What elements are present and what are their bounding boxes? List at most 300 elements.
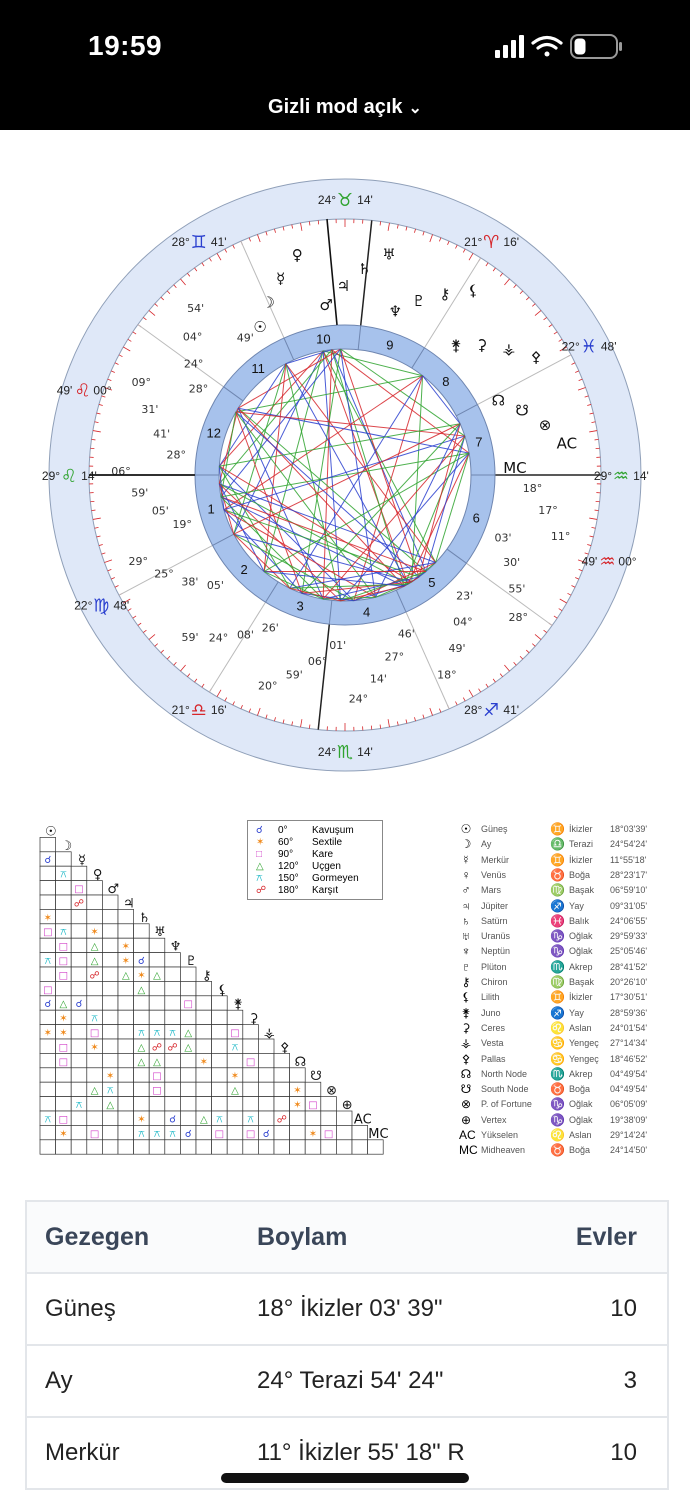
grid-cell xyxy=(243,1068,259,1082)
grid-cell xyxy=(102,1140,118,1154)
sign-glyph: ♊ xyxy=(190,231,207,253)
aspect-mark: △ xyxy=(59,999,68,1011)
planet-table xyxy=(25,1200,669,1490)
sign-glyph: ♐ xyxy=(550,1005,565,1020)
grid-cell xyxy=(56,852,72,866)
planet-label: ♇ xyxy=(412,292,426,311)
planet-label: 31' xyxy=(141,402,159,416)
grid-cell xyxy=(196,981,212,995)
grid-cell xyxy=(40,837,56,851)
sign-glyph: ♍ xyxy=(550,883,565,898)
aspect-mark: ⚻ xyxy=(169,1128,176,1140)
planet-label: 18° xyxy=(522,481,543,495)
grid-cell xyxy=(212,1039,228,1053)
legend-item xyxy=(256,849,333,861)
sign-minute: 14' xyxy=(81,469,97,483)
grid-cell xyxy=(165,981,181,995)
grid-axis-glyph: ♅ xyxy=(154,925,166,941)
sign-glyph: ♋ xyxy=(550,1036,565,1051)
header-longitude[interactable]: Boylam xyxy=(257,1223,348,1251)
sign-degree: 24° xyxy=(317,193,337,207)
grid-cell xyxy=(274,1140,290,1154)
aspect-mark: ☍ xyxy=(73,898,85,910)
planet-glyph: ⊗ xyxy=(460,1097,472,1112)
degree-tick xyxy=(380,725,381,729)
grid-cell xyxy=(118,1039,134,1053)
grid-cell xyxy=(290,1068,306,1082)
grid-cell xyxy=(274,1053,290,1067)
planet-label: ♄ xyxy=(357,259,372,278)
aspect-mark: ✶ xyxy=(43,912,52,924)
grid-cell xyxy=(134,1097,150,1111)
legend-name: Kare xyxy=(312,849,334,860)
planet-glyph: ⚷ xyxy=(461,975,471,989)
planet-label: 17° xyxy=(538,504,558,518)
grid-cell xyxy=(56,909,72,923)
private-mode-toggle[interactable] xyxy=(0,96,690,119)
house-number: 3 xyxy=(296,598,304,614)
grid-cell xyxy=(40,1140,56,1154)
grid-cell xyxy=(290,1140,306,1154)
sign-glyph: ♊ xyxy=(550,990,565,1005)
grid-cell xyxy=(118,996,134,1010)
grid-cell xyxy=(134,1140,150,1154)
sign-minute: 00° xyxy=(93,383,112,398)
planet-label: 01' xyxy=(329,638,347,652)
planet-name: Güneş xyxy=(481,824,508,834)
degree-tick xyxy=(309,221,310,225)
planet-label: 29° xyxy=(128,555,148,569)
grid-cell xyxy=(243,1039,259,1053)
planet-name: Vertex xyxy=(481,1114,507,1125)
grid-cell xyxy=(274,1125,290,1139)
aspect-mark: ✶ xyxy=(59,1128,68,1140)
grid-cell xyxy=(227,1097,243,1111)
sign-glyph: ♑ xyxy=(550,929,565,944)
sign-glyph: ♌ xyxy=(550,1020,565,1035)
sign-name: Oğlak xyxy=(569,1099,593,1110)
sign-degree: 21° xyxy=(171,703,190,718)
planet-label: 28° xyxy=(508,611,528,625)
planet-label: ☋ xyxy=(515,401,529,420)
table-row[interactable] xyxy=(27,1346,667,1418)
grid-axis-glyph: ⚷ xyxy=(202,968,212,984)
sign-name: Başak xyxy=(569,885,595,896)
planet-name: Plüton xyxy=(481,961,507,972)
grid-cell xyxy=(40,967,56,981)
sign-degree: 18°03'39' xyxy=(610,824,648,834)
grid-cell xyxy=(71,981,87,995)
planet-label: ♅ xyxy=(382,245,396,264)
legend-degree: 120° xyxy=(278,861,299,872)
header-planet[interactable]: Gezegen xyxy=(45,1223,150,1251)
planet-label: 04° xyxy=(453,615,473,629)
grid-cell xyxy=(102,967,118,981)
grid-cell xyxy=(243,1082,259,1096)
planet-label: ☉ xyxy=(253,317,267,336)
grid-cell xyxy=(227,1010,243,1024)
sign-degree: 09°31'05' xyxy=(610,900,648,911)
grid-cell xyxy=(71,924,87,938)
aspect-mark: ✶ xyxy=(293,1100,302,1111)
grid-cell xyxy=(336,1111,352,1125)
grid-cell xyxy=(71,1025,87,1039)
sign-degree: 28° xyxy=(171,234,190,249)
aspect-grid xyxy=(38,818,450,1160)
sign-glyph: ♍ xyxy=(93,595,110,617)
aspect-mark: ✶ xyxy=(90,927,99,939)
legend-name: Uçgen xyxy=(312,861,341,872)
planet-glyph: ☊ xyxy=(460,1066,472,1081)
grid-cell xyxy=(134,1010,150,1024)
grid-cell xyxy=(258,1039,274,1053)
aspect-mark: ✶ xyxy=(59,1013,68,1025)
sign-minute: 41' xyxy=(210,234,227,249)
planet-label: 27° xyxy=(384,650,405,664)
aspect-legend xyxy=(247,820,383,900)
aspect-mark: △ xyxy=(90,956,99,967)
legend-glyph: ☌ xyxy=(256,825,263,836)
sign-degree: 24° xyxy=(317,745,337,759)
planet-label: ☿ xyxy=(276,269,286,288)
grid-cell xyxy=(212,996,228,1010)
grid-axis-glyph: ☉ xyxy=(44,824,57,840)
planet-label: 06° xyxy=(111,465,131,479)
grid-cell xyxy=(118,1140,134,1154)
grid-axis-glyph: ♀ xyxy=(92,867,103,883)
planet-name: Chiron xyxy=(481,977,508,987)
degree-tick xyxy=(91,439,95,440)
planet-label: 05' xyxy=(151,504,169,518)
grid-cell xyxy=(71,1140,87,1154)
aspect-mark: △ xyxy=(184,1042,193,1054)
aspect-mark: ⚻ xyxy=(153,1128,161,1140)
grid-cell xyxy=(212,1025,228,1039)
sign-glyph: ♌ xyxy=(74,380,91,402)
aspect-mark: ☌ xyxy=(44,999,52,1011)
planet-name: Jüpiter xyxy=(481,900,509,911)
grid-cell xyxy=(71,1111,87,1125)
house-number: 9 xyxy=(386,337,394,353)
planet-label: 41' xyxy=(153,427,171,441)
legend-item xyxy=(256,837,342,849)
grid-cell xyxy=(290,1111,306,1125)
planet-glyph: ⊕ xyxy=(460,1112,472,1127)
legend-glyph: □ xyxy=(256,849,263,860)
grid-cell xyxy=(102,996,118,1010)
sign-glyph: ♒ xyxy=(612,466,630,487)
grid-cell xyxy=(40,1125,56,1139)
grid-cell xyxy=(71,1068,87,1082)
aspect-mark: ☌ xyxy=(184,1128,192,1140)
sign-minute: 41' xyxy=(503,703,520,718)
aspect-mark: ☌ xyxy=(75,999,83,1011)
sign-glyph: ♉ xyxy=(550,1143,565,1158)
planet-label: 24° xyxy=(183,357,204,371)
aspect-mark: □ xyxy=(58,941,69,953)
aspect-mark: ✶ xyxy=(59,1028,68,1039)
legend-name: Karşıt xyxy=(312,885,339,896)
aspect-mark: □ xyxy=(74,884,84,895)
legend-degree: 60° xyxy=(278,837,294,848)
sign-degree: 24°01'54' xyxy=(610,1022,648,1033)
aspect-mark: □ xyxy=(245,1056,256,1068)
grid-cell xyxy=(56,1097,72,1111)
grid-axis-glyph: AC xyxy=(353,1112,372,1128)
natal-chart xyxy=(41,178,649,772)
grid-axis-glyph: ♂ xyxy=(107,882,120,897)
grid-cell xyxy=(196,1082,212,1096)
sign-degree: 24°54'24' xyxy=(610,839,648,850)
sign-glyph: ♌ xyxy=(60,466,78,487)
wifi-icon xyxy=(533,38,561,57)
sign-glyph: ♉ xyxy=(550,867,565,882)
sign-name: İkizler xyxy=(569,992,593,1003)
aspect-mark: ✶ xyxy=(199,1056,208,1068)
planet-label: ☽ xyxy=(261,293,275,312)
aspect-mark: □ xyxy=(58,1114,69,1126)
grid-cell xyxy=(40,1097,56,1111)
sign-degree: 22° xyxy=(561,339,580,354)
grid-cell xyxy=(258,1053,274,1067)
grid-axis-glyph: ☊ xyxy=(294,1054,307,1070)
sign-degree: 22° xyxy=(74,598,93,613)
aspect-mark: ⚻ xyxy=(153,1028,161,1039)
grid-cell xyxy=(274,1082,290,1096)
grid-axis-glyph: ⚶ xyxy=(263,1026,275,1041)
sign-degree: 49' xyxy=(56,383,73,398)
sign-glyph: ♑ xyxy=(550,1097,565,1112)
sign-degree: 29°14'24' xyxy=(610,1130,648,1140)
chevron-down-icon: ⌄ xyxy=(408,100,422,117)
planet-glyph: ☉ xyxy=(460,822,472,836)
sign-degree: 11°55'18' xyxy=(610,854,647,865)
planet-label: 46' xyxy=(397,627,415,641)
grid-cell xyxy=(102,924,118,938)
grid-cell xyxy=(165,953,181,967)
grid-axis-glyph: ♄ xyxy=(138,910,151,926)
aspect-mark: ⚻ xyxy=(75,1100,83,1111)
sign-minute: 16' xyxy=(503,234,520,249)
sign-degree: 28°59'36' xyxy=(610,1007,648,1018)
aspect-mark: ⚻ xyxy=(91,1013,98,1025)
aspect-mark: ⚻ xyxy=(44,1114,52,1126)
status-bar xyxy=(0,0,690,130)
grid-cell xyxy=(118,1068,134,1082)
aspect-mark: △ xyxy=(106,1100,115,1111)
grid-cell xyxy=(149,1010,165,1024)
grid-cell xyxy=(180,1068,196,1082)
aspect-mark: □ xyxy=(152,1085,162,1097)
grid-cell xyxy=(274,1068,290,1082)
planet-label: ♃ xyxy=(336,277,351,296)
cell-houses: 10 xyxy=(610,1295,637,1322)
aspect-mark: ⚻ xyxy=(216,1114,223,1126)
sign-glyph: ♏ xyxy=(550,959,565,974)
sign-name: Yay xyxy=(569,1007,584,1018)
aspect-mark: ☍ xyxy=(276,1114,287,1126)
sign-glyph: ♏ xyxy=(336,742,354,763)
planet-name: Uranüs xyxy=(481,931,511,942)
sign-degree: 28° xyxy=(464,703,483,718)
house-number: 4 xyxy=(362,604,371,620)
home-indicator[interactable] xyxy=(221,1473,469,1483)
aspect-mark: ⚻ xyxy=(138,1028,145,1039)
grid-cell xyxy=(118,1111,134,1125)
aspect-mark: ✶ xyxy=(230,1071,240,1083)
grid-cell xyxy=(227,1140,243,1154)
sign-name: Boğa xyxy=(569,1084,591,1095)
planet-label: 20° xyxy=(258,679,278,693)
grid-cell xyxy=(134,924,150,938)
planet-name: Pallas xyxy=(481,1053,506,1064)
grid-cell xyxy=(118,909,134,923)
grid-cell xyxy=(71,909,87,923)
aspect-mark: ⚻ xyxy=(106,1085,114,1097)
grid-cell xyxy=(40,866,56,880)
planet-label: ⚴ xyxy=(530,348,542,367)
grid-cell xyxy=(102,1111,118,1125)
sign-name: Başak xyxy=(569,977,595,987)
planet-label: 06° xyxy=(307,655,328,669)
planet-label: 55' xyxy=(508,582,526,596)
planet-label: 30' xyxy=(503,555,521,569)
aspect-mark: ⚻ xyxy=(60,869,67,881)
sign-glyph: ♌ xyxy=(550,1128,565,1142)
planet-name: Mars xyxy=(481,885,501,896)
grid-cell xyxy=(71,1053,87,1067)
legend-degree: 180° xyxy=(278,885,299,896)
grid-cell xyxy=(118,1025,134,1039)
grid-cell xyxy=(71,1125,87,1139)
grid-cell xyxy=(102,1125,118,1139)
grid-cell xyxy=(40,1053,56,1067)
aspect-mark: △ xyxy=(184,1028,193,1039)
grid-cell xyxy=(180,1010,196,1024)
grid-cell xyxy=(102,981,118,995)
grid-cell xyxy=(165,967,181,981)
grid-cell xyxy=(149,1140,165,1154)
grid-cell xyxy=(212,1053,228,1067)
grid-cell xyxy=(305,1140,321,1154)
planet-glyph: ⚳ xyxy=(461,1020,471,1035)
grid-axis-glyph: ☋ xyxy=(310,1069,322,1085)
table-row[interactable] xyxy=(27,1274,667,1346)
grid-cell xyxy=(305,1111,321,1125)
sign-glyph: ♍ xyxy=(550,975,565,989)
aspect-mark: □ xyxy=(89,1128,100,1140)
legend-glyph: △ xyxy=(256,861,264,872)
planet-label: ⊗ xyxy=(538,415,552,434)
grid-cell xyxy=(71,967,87,981)
cell-planet: Güneş xyxy=(45,1295,116,1322)
planet-label: 38' xyxy=(181,575,199,589)
grid-cell xyxy=(149,981,165,995)
sign-glyph: ♐ xyxy=(483,700,500,722)
grid-cell xyxy=(321,1111,337,1125)
aspect-mark: □ xyxy=(230,1028,240,1039)
grid-cell xyxy=(118,1053,134,1067)
house-number: 8 xyxy=(442,373,450,389)
aspect-mark: ✶ xyxy=(137,970,146,982)
grid-axis-glyph: ⚴ xyxy=(280,1040,290,1056)
grid-axis-glyph: ⊕ xyxy=(341,1098,353,1113)
aspect-mark: ☌ xyxy=(169,1114,176,1126)
aspect-mark: ⚻ xyxy=(231,1042,239,1054)
grid-cell xyxy=(368,1140,384,1154)
cell-longitude: 11° İkizler 55' 18" R xyxy=(257,1439,465,1466)
grid-cell xyxy=(149,1097,165,1111)
planet-glyph: ⚴ xyxy=(461,1051,471,1066)
planet-name: Ceres xyxy=(481,1022,506,1033)
aspect-mark: □ xyxy=(43,984,53,996)
grid-cell xyxy=(196,1068,212,1082)
grid-cell xyxy=(212,1010,228,1024)
cell-longitude: 24° Terazi 54' 24" xyxy=(257,1367,444,1394)
grid-cell xyxy=(87,1140,103,1154)
grid-cell xyxy=(40,1082,56,1096)
aspect-mark: ☍ xyxy=(167,1042,178,1054)
aspect-mark: □ xyxy=(323,1128,334,1140)
sign-name: Boğa xyxy=(569,869,591,880)
grid-cell xyxy=(196,1125,212,1139)
sign-glyph: ♈ xyxy=(483,231,500,253)
grid-cell xyxy=(149,938,165,952)
planet-glyph: ♃ xyxy=(461,898,471,913)
aspect-mark: △ xyxy=(90,1085,99,1097)
aspect-mark: ☌ xyxy=(262,1128,270,1140)
status-icons xyxy=(495,33,630,66)
sign-name: Oğlak xyxy=(569,1114,593,1125)
grid-axis-glyph: ⚸ xyxy=(217,982,228,998)
aspect-mark: ⚻ xyxy=(44,956,52,967)
aspect-mark: ⚻ xyxy=(169,1028,176,1039)
legend-glyph: ✶ xyxy=(256,837,265,848)
grid-cell xyxy=(87,881,103,895)
aspect-mark: ✶ xyxy=(293,1085,302,1097)
sign-minute: 48' xyxy=(600,339,617,354)
grid-cell xyxy=(40,895,56,909)
sign-minute: 14' xyxy=(633,469,649,483)
planet-name: Neptün xyxy=(481,946,511,957)
house-number: 2 xyxy=(240,562,248,578)
aspect-mark: ☌ xyxy=(44,855,52,867)
planet-name: Lilith xyxy=(481,992,500,1003)
header-houses[interactable]: Evler xyxy=(575,1223,637,1251)
grid-cell xyxy=(102,953,118,967)
grid-cell xyxy=(56,981,72,995)
sign-name: Akrep xyxy=(569,1068,593,1079)
aspect-mark: △ xyxy=(153,970,161,982)
grid-cell xyxy=(87,1053,103,1067)
house-number: 12 xyxy=(206,425,221,441)
grid-cell xyxy=(134,996,150,1010)
legend-name: Sextile xyxy=(312,837,343,848)
grid-cell xyxy=(196,1039,212,1053)
sign-degree: 24°14'50' xyxy=(610,1145,648,1156)
grid-cell xyxy=(102,1039,118,1053)
sign-minute: 00° xyxy=(618,554,637,569)
house-number: 1 xyxy=(207,501,215,517)
signal-icon xyxy=(495,35,524,58)
grid-cell xyxy=(196,1097,212,1111)
sign-name: Terazi xyxy=(569,839,594,850)
aspect-mark: ☍ xyxy=(151,1042,163,1054)
planet-glyph: ♄ xyxy=(461,913,471,928)
planet-label: 49' xyxy=(448,641,466,655)
planet-label: 25° xyxy=(154,567,174,581)
sign-glyph: ♎ xyxy=(550,837,565,852)
